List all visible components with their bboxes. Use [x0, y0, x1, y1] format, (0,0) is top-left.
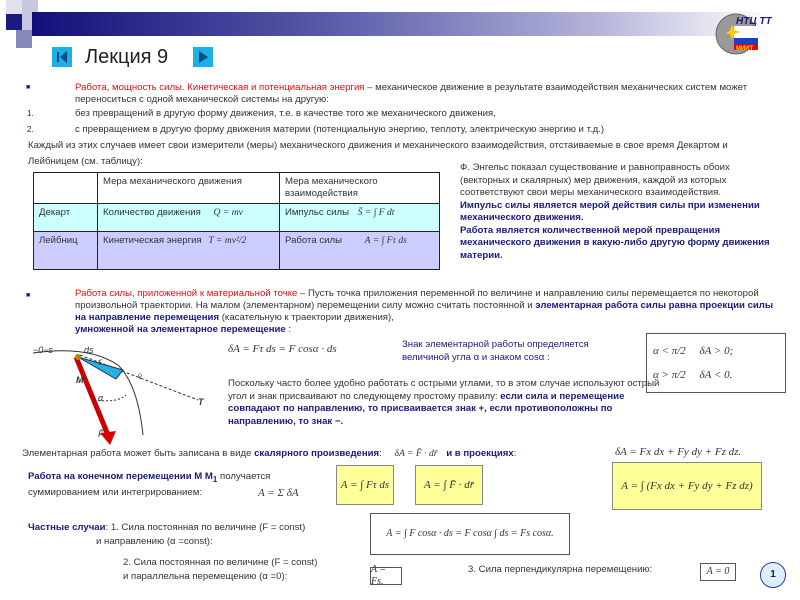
- label-t: T: [198, 397, 204, 407]
- integral-formula-3: A = ∫ (Fx dx + Fy dy + Fz dz): [612, 462, 762, 510]
- sign-case-2: α > π/2 δA < 0.: [653, 369, 733, 381]
- trajectory-diagram: [28, 345, 218, 445]
- label-ds: ds: [84, 345, 94, 355]
- intro-text: – механическое движение в результате взаимодействия механических систем может переноситься с одной механической системы на другую:: [75, 82, 748, 105]
- projection-formula: δA = Fx dx + Fy dy + Fz dz.: [615, 446, 742, 458]
- label-s: −0−s: [33, 345, 54, 355]
- intro-title: Работа, мощность силы. Кинетическая и потенциальная энергия: [75, 82, 365, 93]
- page-number: 1: [760, 562, 786, 588]
- intro-paragraph: [75, 82, 775, 106]
- table-header: Мера механического взаимодействия: [280, 173, 440, 204]
- table-cell: Кинетическая энергия T = mv²/2: [98, 232, 280, 270]
- list-number: 2.: [27, 125, 34, 134]
- engels-note: Ф. Энгельс показал существование и равноправность обоих (векторных и скалярных) мер движения, каждой из которых соответствуют свои меры механического взаимодействия. Импульс силы является мерой действия силы при изменении механического движения. Работа является количественной мерой превращения механического движения в какую-либо другую форму движения материи.: [460, 162, 770, 261]
- table-cell: Работа силы A = ∫ Fτ ds: [280, 232, 440, 270]
- label-v: v̄: [138, 372, 142, 381]
- skip-back-icon: [52, 47, 72, 67]
- case-2-line-2: и параллельна перемещению (α =0):: [123, 571, 288, 582]
- decor-square: [22, 14, 32, 30]
- bullet-icon: ■: [26, 292, 31, 299]
- table-row: [34, 204, 440, 232]
- svg-text:МИИТ: МИИТ: [736, 46, 754, 52]
- list-item: без превращений в другую форму движения, т.е. в качестве того же механического движения,: [75, 108, 496, 119]
- elementary-work-formula: δA = Fτ ds = F cosα · ds: [228, 343, 337, 355]
- table-cell: Лейбниц: [34, 232, 98, 270]
- svg-text:НТЦ ТТ: НТЦ ТТ: [736, 16, 772, 27]
- bullet-icon: ■: [26, 84, 31, 91]
- decor-square: [6, 0, 22, 14]
- decor-square: [6, 14, 22, 30]
- sum-formula: A = Σ δA: [258, 487, 299, 499]
- table-cell: Декарт: [34, 204, 98, 232]
- case-1-formula: A = ∫ F cosα · ds = F cosα ∫ ds = Fs cosα.: [370, 513, 570, 555]
- label-f: F̄: [98, 429, 104, 439]
- decor-square: [16, 30, 32, 48]
- integral-formula-2: A = ∫ F̄ · dr̄: [415, 465, 483, 505]
- label-m: M: [76, 375, 84, 385]
- table-header: Мера механического движения: [98, 173, 280, 204]
- work-paragraph: Работа силы, приложенной к материальной точке – Пусть точка приложения переменной по величине и направлению силы перемещается по некоторой произвольной траектории. На малом (элементарном) перемещении силу можно считать постоянной и элементарная работа силы равна проекции силы на направление перемещения (касательную к траектории движения), умноженной на элементарное перемещение :: [75, 288, 774, 335]
- case-3-text: 3. Сила перпендикулярна перемещению:: [468, 564, 653, 575]
- label-tau: τ̄: [98, 358, 102, 367]
- acute-angle-note: Поскольку часто более удобно работать с острыми углами, то в этом случае используют острый угол и знак присваивают по следующему простому правилу: если сила и перемещение совпадают по направлению, то присваивается знак +, если противоположны по направлению, то знак −.: [228, 378, 660, 427]
- case-3-formula: A = 0: [700, 563, 736, 581]
- table-header-row: [34, 173, 440, 204]
- case-2-line-1: 2. Сила постоянная по величине (F = const): [123, 557, 318, 568]
- header-gradient-bar: [32, 12, 772, 36]
- prev-lecture-button[interactable]: [52, 47, 72, 67]
- finite-work-note: Работа на конечном перемещении M $M_1$ получается суммированием или интегрированием:: [28, 471, 271, 498]
- case-2-formula: A = Fs.: [370, 567, 402, 585]
- integral-formula-1: A = ∫ Fτ ds: [336, 465, 394, 505]
- case-1-line-2: и направлению (α =const):: [96, 536, 213, 547]
- intro-para: Каждый из этих случаев имеет свои измерители (меры) механического движения и механического взаимодействия, отстаиваемые в свое время Декартом и Лейбницем (см. таблицу):: [28, 140, 728, 167]
- play-next-icon: [193, 47, 213, 67]
- list-number: 1.: [27, 109, 34, 118]
- table-cell: Импульс силы S̄ = ∫ F dt: [280, 204, 440, 232]
- page-title: Лекция 9: [85, 46, 169, 68]
- scalar-product-line: Элементарная работа может быть записана в виде скалярного произведения: δA = F̄ · dr̄ и в проекциях:: [22, 448, 517, 459]
- list-item: с превращением в другую форму движения материи (потенциальную энергию, теплоту, электрическую энергию и т.д.): [75, 124, 605, 135]
- logo: [714, 6, 772, 62]
- sign-case-1: α < π/2 δA > 0;: [653, 345, 734, 357]
- table-cell: Количество движения Q = mv: [98, 204, 280, 232]
- measures-table: [33, 172, 440, 270]
- next-lecture-button[interactable]: [193, 47, 213, 67]
- sign-note: Знак элементарной работы определяется величиной угла α и знаком cosα :: [402, 339, 589, 363]
- table-row: [34, 232, 440, 270]
- label-alpha: α: [98, 393, 104, 403]
- special-cases: Частные случаи: 1. Сила постоянная по величине (F = const): [28, 522, 306, 533]
